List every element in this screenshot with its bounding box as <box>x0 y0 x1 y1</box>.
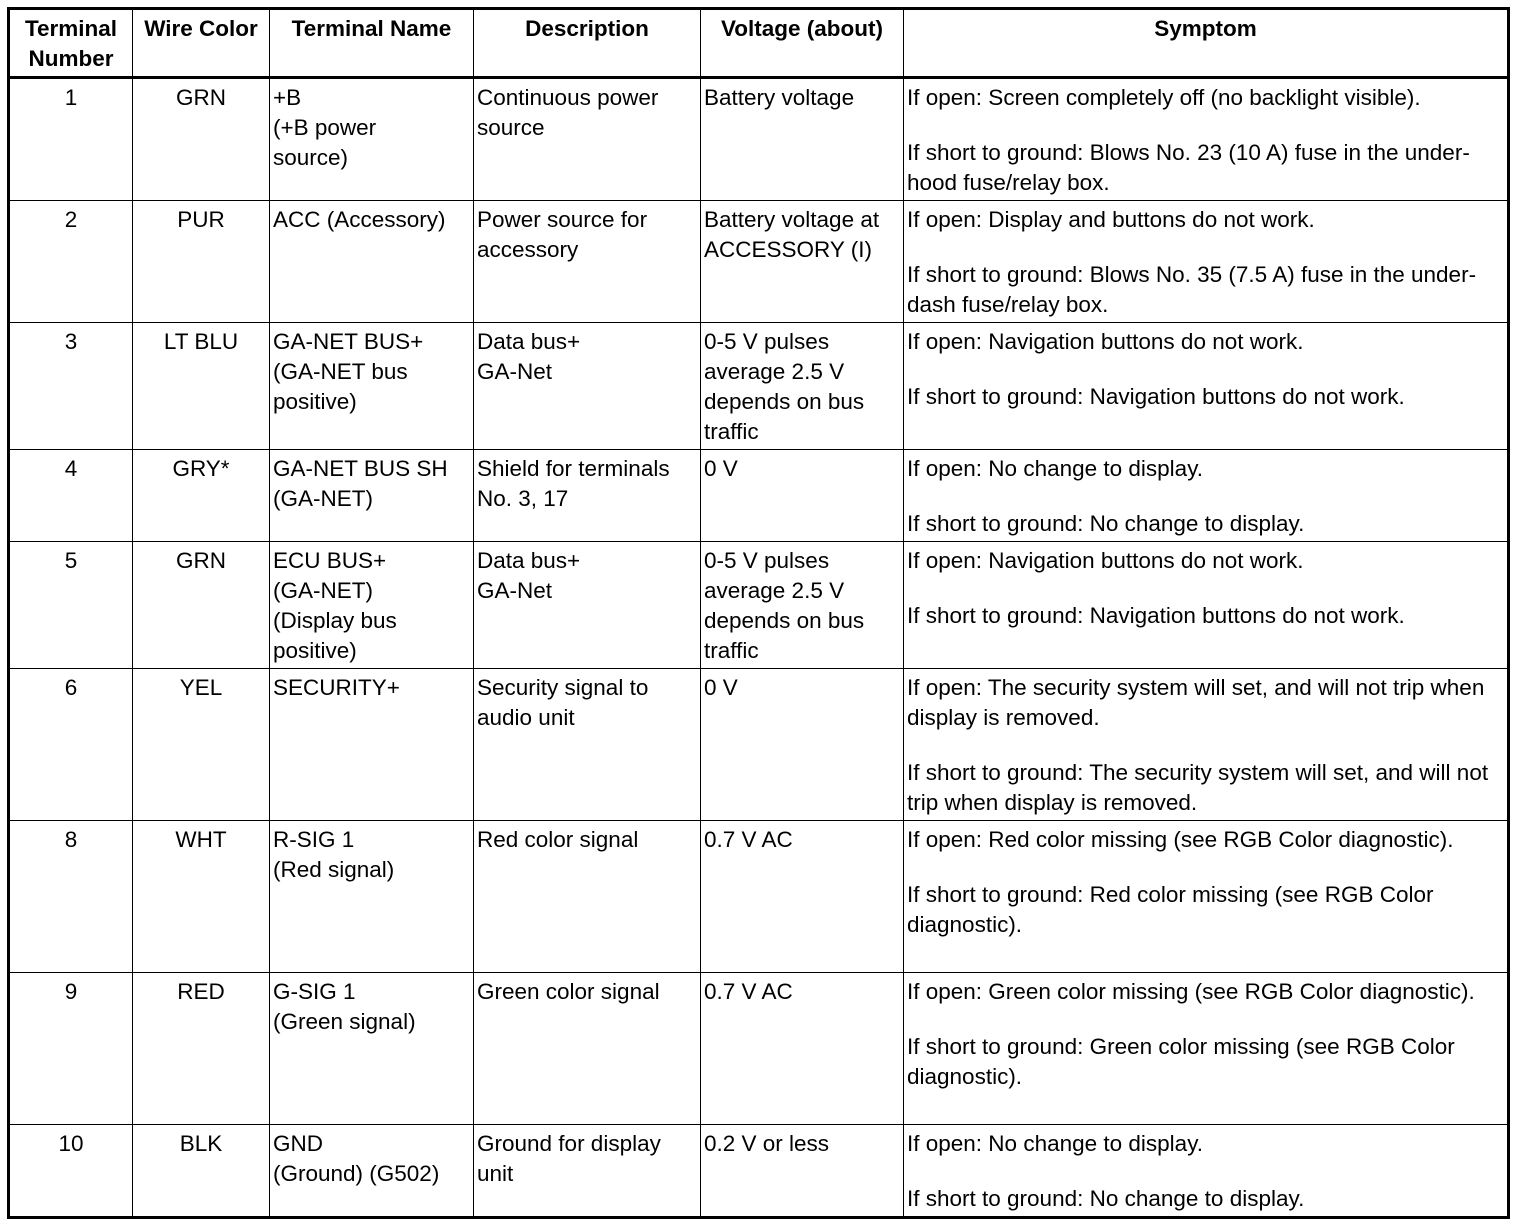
description-line: unit <box>477 1161 514 1186</box>
voltage-line: 0-5 V pulses <box>704 329 830 354</box>
symptom-cell <box>904 1125 1509 1218</box>
wire-color-cell: YEL <box>133 669 270 821</box>
terminal-name-line: G-SIG 1 <box>273 979 356 1004</box>
terminal-name-cell <box>270 973 474 1125</box>
voltage-cell <box>701 669 904 821</box>
terminal-name-line: positive) <box>273 638 357 663</box>
description-line: Data bus+ <box>477 329 581 354</box>
voltage-line: average 2.5 V <box>704 578 845 603</box>
symptom-cell <box>904 323 1509 450</box>
symptom-if-short: If short to ground: Navigation buttons do not work. <box>907 384 1405 409</box>
voltage-line: Battery voltage <box>704 85 855 110</box>
voltage-line: Battery voltage at <box>704 207 880 232</box>
terminal-name-line: source) <box>273 145 349 170</box>
description-cell <box>474 1125 701 1218</box>
header-terminal-name: Terminal Name <box>270 9 474 78</box>
symptom-cell <box>904 973 1509 1125</box>
description-cell <box>474 201 701 323</box>
terminal-number-cell: 3 <box>9 323 133 450</box>
terminal-name-line: (Ground) (G502) <box>273 1161 440 1186</box>
description-line: Ground for display <box>477 1131 661 1156</box>
table-row <box>9 1125 1509 1218</box>
terminal-number-cell: 5 <box>9 542 133 669</box>
voltage-line: traffic <box>704 638 759 663</box>
voltage-cell <box>701 450 904 542</box>
description-line: Power source for <box>477 207 648 232</box>
description-line: GA-Net <box>477 578 553 603</box>
voltage-line: 0 V <box>704 675 738 700</box>
terminal-name-line: GA-NET BUS+ <box>273 329 424 354</box>
description-line: Security signal to <box>477 675 649 700</box>
terminal-number-cell: 6 <box>9 669 133 821</box>
terminal-number-cell: 2 <box>9 201 133 323</box>
symptom-if-short: If short to ground: Blows No. 23 (10 A) fuse in the under- hood fuse/relay box. <box>907 140 1470 195</box>
wire-color-cell: PUR <box>133 201 270 323</box>
symptom-if-open: If open: Green color missing (see RGB Color diagnostic). <box>907 979 1475 1004</box>
wire-color-cell: GRN <box>133 542 270 669</box>
table-row <box>9 323 1509 450</box>
terminal-name-cell <box>270 669 474 821</box>
symptom-if-open: If open: No change to display. <box>907 456 1204 481</box>
wire-color-cell: WHT <box>133 821 270 973</box>
wire-color-cell: GRY* <box>133 450 270 542</box>
symptom-cell <box>904 669 1509 821</box>
description-line: Shield for terminals <box>477 456 670 481</box>
description-line: Green color signal <box>477 979 660 1004</box>
symptom-if-short: If short to ground: Blows No. 35 (7.5 A) fuse in the under-dash fuse/relay box. <box>907 262 1477 317</box>
symptom-if-short: If short to ground: Navigation buttons do not work. <box>907 603 1405 628</box>
terminal-name-line: R-SIG 1 <box>273 827 355 852</box>
header-row <box>9 9 1509 78</box>
voltage-line: average 2.5 V <box>704 359 845 384</box>
table-row <box>9 450 1509 542</box>
wire-color-cell: RED <box>133 973 270 1125</box>
voltage-cell <box>701 542 904 669</box>
table-row <box>9 542 1509 669</box>
terminal-name-cell <box>270 542 474 669</box>
header-terminal-number: Terminal Number <box>9 9 133 78</box>
symptom-if-open: If open: Navigation buttons do not work. <box>907 548 1304 573</box>
voltage-line: 0.7 V AC <box>704 979 793 1004</box>
description-cell <box>474 78 701 201</box>
voltage-cell <box>701 1125 904 1218</box>
description-cell <box>474 450 701 542</box>
description-cell <box>474 821 701 973</box>
terminal-name-line: GND <box>273 1131 323 1156</box>
terminal-number-cell: 10 <box>9 1125 133 1218</box>
description-cell <box>474 542 701 669</box>
terminal-name-line: (Display bus <box>273 608 397 633</box>
voltage-line: depends on bus <box>704 389 865 414</box>
table-body <box>9 78 1509 1218</box>
description-cell <box>474 669 701 821</box>
symptom-if-short: If short to ground: Red color missing (see RGB Color diagnostic). <box>907 882 1434 937</box>
terminal-table <box>7 7 1510 1219</box>
voltage-line: 0 V <box>704 456 738 481</box>
table-row <box>9 669 1509 821</box>
voltage-cell <box>701 821 904 973</box>
symptom-if-short: If short to ground: Green color missing (see RGB Color diagnostic). <box>907 1034 1455 1089</box>
symptom-if-open: If open: Navigation buttons do not work. <box>907 329 1304 354</box>
voltage-line: traffic <box>704 419 759 444</box>
description-cell <box>474 973 701 1125</box>
wire-color-cell: LT BLU <box>133 323 270 450</box>
description-line: GA-Net <box>477 359 553 384</box>
description-line: Continuous power <box>477 85 659 110</box>
wire-color-cell: BLK <box>133 1125 270 1218</box>
voltage-line: ACCESSORY (I) <box>704 237 872 262</box>
symptom-if-open: If open: The security system will set, and will not trip when display is removed. <box>907 675 1485 730</box>
wire-color-cell: GRN <box>133 78 270 201</box>
voltage-cell <box>701 78 904 201</box>
terminal-number-cell: 1 <box>9 78 133 201</box>
description-line: No. 3, 17 <box>477 486 569 511</box>
terminal-name-line: ECU BUS+ <box>273 548 387 573</box>
symptom-cell <box>904 201 1509 323</box>
description-line: Red color signal <box>477 827 639 852</box>
terminal-name-line: positive) <box>273 389 357 414</box>
symptom-if-short: If short to ground: No change to display. <box>907 1186 1305 1211</box>
symptom-if-short: If short to ground: No change to display. <box>907 511 1305 536</box>
voltage-line: 0-5 V pulses <box>704 548 830 573</box>
description-line: audio unit <box>477 705 575 730</box>
terminal-name-cell <box>270 1125 474 1218</box>
voltage-line: 0.7 V AC <box>704 827 793 852</box>
terminal-name-line: GA-NET BUS SH <box>273 456 448 481</box>
terminal-name-cell <box>270 78 474 201</box>
terminal-name-line: (GA-NET) <box>273 578 373 603</box>
terminal-name-cell <box>270 201 474 323</box>
voltage-cell <box>701 201 904 323</box>
terminal-name-cell <box>270 450 474 542</box>
header-voltage: Voltage (about) <box>701 9 904 78</box>
terminal-name-cell <box>270 323 474 450</box>
terminal-name-line: (GA-NET) <box>273 486 373 511</box>
terminal-name-line: (+B power <box>273 115 377 140</box>
table-row <box>9 973 1509 1125</box>
terminal-name-cell <box>270 821 474 973</box>
description-line: source <box>477 115 545 140</box>
description-line: Data bus+ <box>477 548 581 573</box>
terminal-name-line: +B <box>273 85 302 110</box>
voltage-line: depends on bus <box>704 608 865 633</box>
symptom-if-short: If short to ground: The security system will set, and will not trip when display is removed. <box>907 760 1489 815</box>
terminal-name-line: (GA-NET bus <box>273 359 408 384</box>
description-cell <box>474 323 701 450</box>
symptom-cell <box>904 78 1509 201</box>
table-row <box>9 821 1509 973</box>
terminal-name-line: SECURITY+ <box>273 675 400 700</box>
symptom-cell <box>904 821 1509 973</box>
header-symptom: Symptom <box>904 9 1509 78</box>
symptom-if-open: If open: Display and buttons do not work. <box>907 207 1315 232</box>
terminal-number-cell: 9 <box>9 973 133 1125</box>
symptom-cell <box>904 542 1509 669</box>
symptom-if-open: If open: No change to display. <box>907 1131 1204 1156</box>
header-description: Description <box>474 9 701 78</box>
symptom-if-open: If open: Screen completely off (no backlight visible). <box>907 85 1421 110</box>
terminal-name-line: (Green signal) <box>273 1009 416 1034</box>
voltage-line: 0.2 V or less <box>704 1131 830 1156</box>
table-row <box>9 78 1509 201</box>
header-wire-color: Wire Color <box>133 9 270 78</box>
terminal-name-line: (Red signal) <box>273 857 395 882</box>
table-row <box>9 201 1509 323</box>
terminal-number-cell: 8 <box>9 821 133 973</box>
description-line: accessory <box>477 237 579 262</box>
terminal-name-line: ACC (Accessory) <box>273 207 446 232</box>
symptom-cell <box>904 450 1509 542</box>
voltage-cell <box>701 973 904 1125</box>
voltage-cell <box>701 323 904 450</box>
symptom-if-open: If open: Red color missing (see RGB Color diagnostic). <box>907 827 1454 852</box>
terminal-number-cell: 4 <box>9 450 133 542</box>
